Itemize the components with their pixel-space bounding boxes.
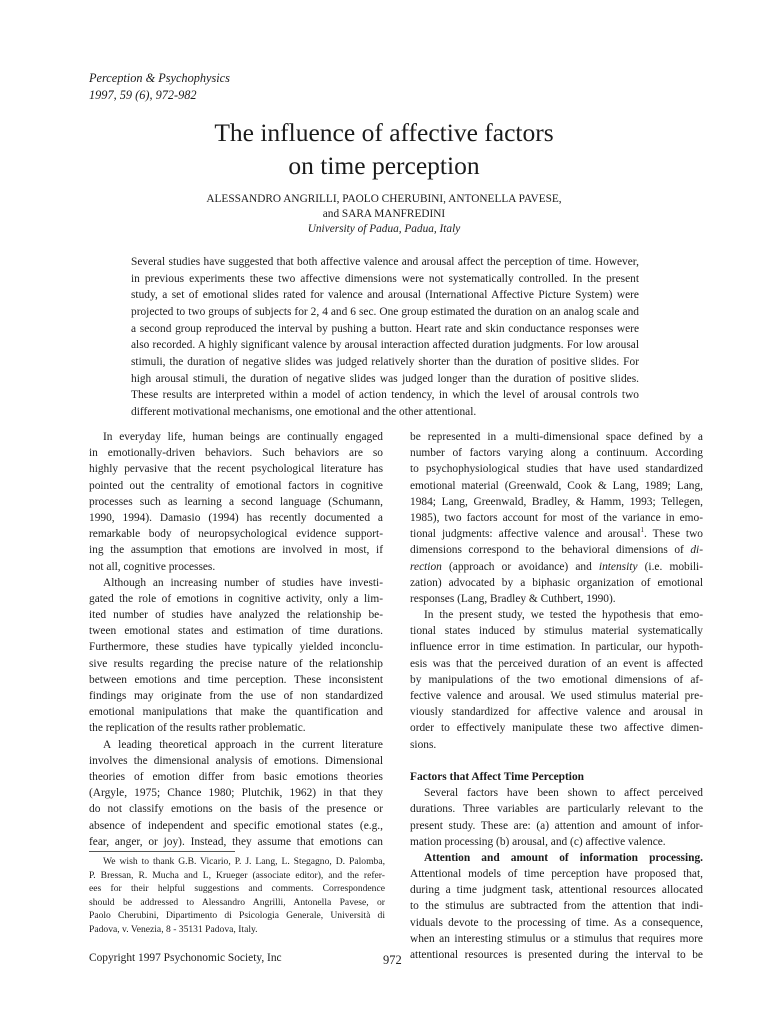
body-line: viously standardized for affective valence and arousal in bbox=[410, 706, 703, 719]
footnote-line: Paolo Cherubini, Dipartimento di Psicologia Generale, Università di bbox=[89, 910, 385, 922]
body-line: by manipulations of the two emotional dimensions of af- bbox=[410, 673, 703, 686]
body-line: to the stimulus are subtracted from the attention that indi- bbox=[410, 900, 703, 913]
italic-term: di- bbox=[690, 544, 703, 557]
paper-title bbox=[0, 116, 768, 182]
body-line: remarkable body of neuropsychological evidence support- bbox=[89, 528, 383, 541]
body-line: between emotions and time perception. These inconsistent bbox=[89, 673, 383, 686]
body-line: involves the dimensional analysis of emotions. Dimensional bbox=[89, 754, 383, 767]
body-line: (Argyle, 1975; Chance 1980; Plutchik, 1962) in that they bbox=[89, 787, 383, 800]
body-line bbox=[410, 526, 703, 542]
body-line bbox=[410, 542, 703, 558]
body-line: esis was that the perceived duration of an event is affected bbox=[410, 657, 703, 670]
body-text: (i.e. mobili- bbox=[637, 560, 703, 573]
body-line: processes such as learning a second language (Schumann, bbox=[89, 495, 383, 508]
section-heading: Factors that Affect Time Perception bbox=[410, 770, 584, 783]
copyright-notice: Copyright 1997 Psychonomic Society, Inc bbox=[89, 952, 282, 964]
body-text: tional judgments: affective valence and arousal bbox=[410, 528, 641, 541]
italic-term: rection bbox=[410, 560, 442, 573]
footnote-line: Padova, v. Venezia, 8 - 35131 Padova, Italy. bbox=[89, 923, 258, 935]
body-text: dimensions correspond to the behavioral dimensions of bbox=[410, 544, 691, 557]
body-line: highly pervasive that the recent psychological literature has bbox=[89, 463, 383, 476]
body-line: Attentional models of time perception have proposed that, bbox=[410, 868, 703, 881]
body-line: absence of independent and specific emotional states (e.g., bbox=[89, 819, 383, 832]
body-line: present study. These are: (a) attention and amount of infor- bbox=[410, 819, 703, 832]
body-line: viduals devote to the processing of time. As a consequence, bbox=[410, 916, 703, 929]
footnote bbox=[89, 855, 385, 937]
italic-term: intensity bbox=[598, 560, 638, 573]
footnote-line: ees for their helpful suggestions and comments. Correspondence bbox=[89, 883, 385, 895]
journal-header bbox=[89, 70, 230, 104]
footnote-line: P. Bressan, R. Mucha and L, Krueger (associate editor), and the refer- bbox=[89, 869, 385, 881]
body-line: 1984; Lang, Greenwald, Bradley, & Hamm, 1993; Tellegen, bbox=[410, 495, 703, 508]
abstract: Several studies have suggested that both affective valence and arousal affect the perception of time. However, in previous experiments these two affective dimensions were not systematically controlled. In the present study, a set of emotional slides rated for valence and arousal (International Affective Picture System) were projected to two groups of subjects for 2, 4 and 6 sec. One group estimated the duration on an analog scale and a second group reproduced the interval by pushing a button. Heart rate and skin conductance responses were also recorded. A highly significant valence by arousal interaction affected duration judgments. For low arousal stimuli, the duration of negative slides was judged relatively shorter than the duration of positive slides. For high arousal stimuli, the duration of negative slides was judged longer than the duration of positive slides. These results are interpreted within a model of action tendency, in which the level of arousal controls two different motivational mechanisms, one emotional and the other attentional. bbox=[131, 256, 639, 418]
body-text: . These two bbox=[644, 528, 703, 541]
body-line: during a time judgment task, attentional resources allocated bbox=[410, 884, 703, 897]
body-line: ing the assumption that emotions are involved in most, if bbox=[89, 544, 383, 557]
author-block bbox=[0, 192, 768, 237]
body-line: 1990, 1994). Damasio (1994) has recently documented a bbox=[89, 511, 383, 524]
body-line: ited number of studies have analyzed the relationship be- bbox=[89, 609, 383, 622]
left-column bbox=[89, 429, 383, 850]
body-line: not all, cognitive processes. bbox=[89, 560, 216, 573]
journal-name: Perception & Psychophysics bbox=[89, 71, 230, 85]
body-line: mation processing (b) arousal, and (c) affective valence. bbox=[410, 835, 666, 848]
body-line: fear, anger, or joy). Instead, they assume that emotions can bbox=[89, 835, 383, 848]
body-line: theories of emotion differ from basic emotions theories bbox=[89, 770, 383, 783]
authors-line-2: and SARA MANFREDINI bbox=[322, 208, 446, 220]
right-column bbox=[410, 429, 703, 963]
body-line bbox=[410, 559, 703, 575]
footnote-line: should be addressed to Alessandro Angrilli, Antonella Pavese, or bbox=[89, 896, 385, 908]
body-line: emotional material (Greenwald, Cook & Lang, 1989; Lang, bbox=[410, 479, 703, 492]
spacer bbox=[410, 753, 703, 769]
body-text: (approach or avoidance) and bbox=[441, 560, 599, 573]
body-line: order to effectively manipulate these two affective dimen- bbox=[410, 722, 703, 735]
body-line: to psychophysiological studies that have used standardized bbox=[410, 463, 703, 476]
body-line: sions. bbox=[410, 738, 437, 751]
body-line: tional states induced by stimulus material systematically bbox=[410, 625, 703, 638]
body-line: be represented in a multi-dimensional space defined by a bbox=[410, 431, 703, 443]
body-line: the replication of the results rather problematic. bbox=[89, 722, 306, 735]
body-line: emotional manipulations that make the quantification and bbox=[89, 706, 383, 719]
body-line: number of factors varying along a continuum. According bbox=[410, 447, 703, 460]
body-line: zation) advocated by a biphasic organization of emotional bbox=[410, 576, 703, 589]
runin-heading: Attention and amount of information processing. bbox=[424, 851, 703, 864]
title-line-1: The influence of affective factors bbox=[214, 118, 554, 147]
footnote-marker: 1 bbox=[640, 526, 644, 535]
body-line: in emotionally-driven behaviors. Such behaviors are so bbox=[89, 447, 383, 460]
body-line: In the present study, we tested the hypothesis that emo- bbox=[424, 609, 703, 622]
body-line: tween emotional states and estimation of time durations. bbox=[89, 625, 383, 638]
body-line: durations. Three variables are particularly relevant to the bbox=[410, 803, 703, 816]
body-line: sive results regarding the precise nature of the relationship bbox=[89, 657, 383, 670]
body-line: Although an increasing number of studies have investi- bbox=[103, 576, 383, 589]
body-line: attentional resources is presented during the interval to be bbox=[410, 949, 703, 961]
footnote-rule bbox=[89, 851, 235, 852]
body-line: when an interesting stimulus or a stimulus that requires more bbox=[410, 932, 703, 945]
body-line: A leading theoretical approach in the current literature bbox=[103, 738, 383, 751]
body-line: In everyday life, human beings are continually engaged bbox=[103, 431, 383, 443]
authors-line-1: ALESSANDRO ANGRILLI, PAOLO CHERUBINI, ANTONELLA PAVESE, bbox=[206, 193, 562, 205]
affiliation: University of Padua, Padua, Italy bbox=[307, 223, 461, 235]
body-line: Furthermore, these studies have typically yielded inconclu- bbox=[89, 641, 383, 654]
body-line: Several factors have been shown to affect perceived bbox=[424, 787, 703, 800]
body-line: do not classify emotions on the basis of the presence or bbox=[89, 803, 383, 816]
body-line: 1985), two factors account for most of the variance in emo- bbox=[410, 511, 703, 524]
body-line: influence error in time estimation. In particular, our hypoth- bbox=[410, 641, 703, 654]
title-line-2: on time perception bbox=[288, 151, 480, 180]
journal-citation: 1997, 59 (6), 972-982 bbox=[89, 88, 197, 102]
footnote-line: We wish to thank G.B. Vicario, P. J. Lang, L. Stegagno, D. Palomba, bbox=[103, 856, 385, 867]
body-line: gated the role of emotions in cognitive activity, only a lim- bbox=[89, 592, 383, 605]
body-line: fective valence and arousal. We used stimulus material pre- bbox=[410, 690, 703, 702]
page-number: 972 bbox=[383, 953, 402, 967]
body-line: pointed out the centrality of emotional factors in cognitive bbox=[89, 479, 383, 492]
body-line: responses (Lang, Bradley & Cuthbert, 1990). bbox=[410, 592, 616, 605]
body-line: findings may originate from the use of non standardized bbox=[89, 690, 383, 702]
